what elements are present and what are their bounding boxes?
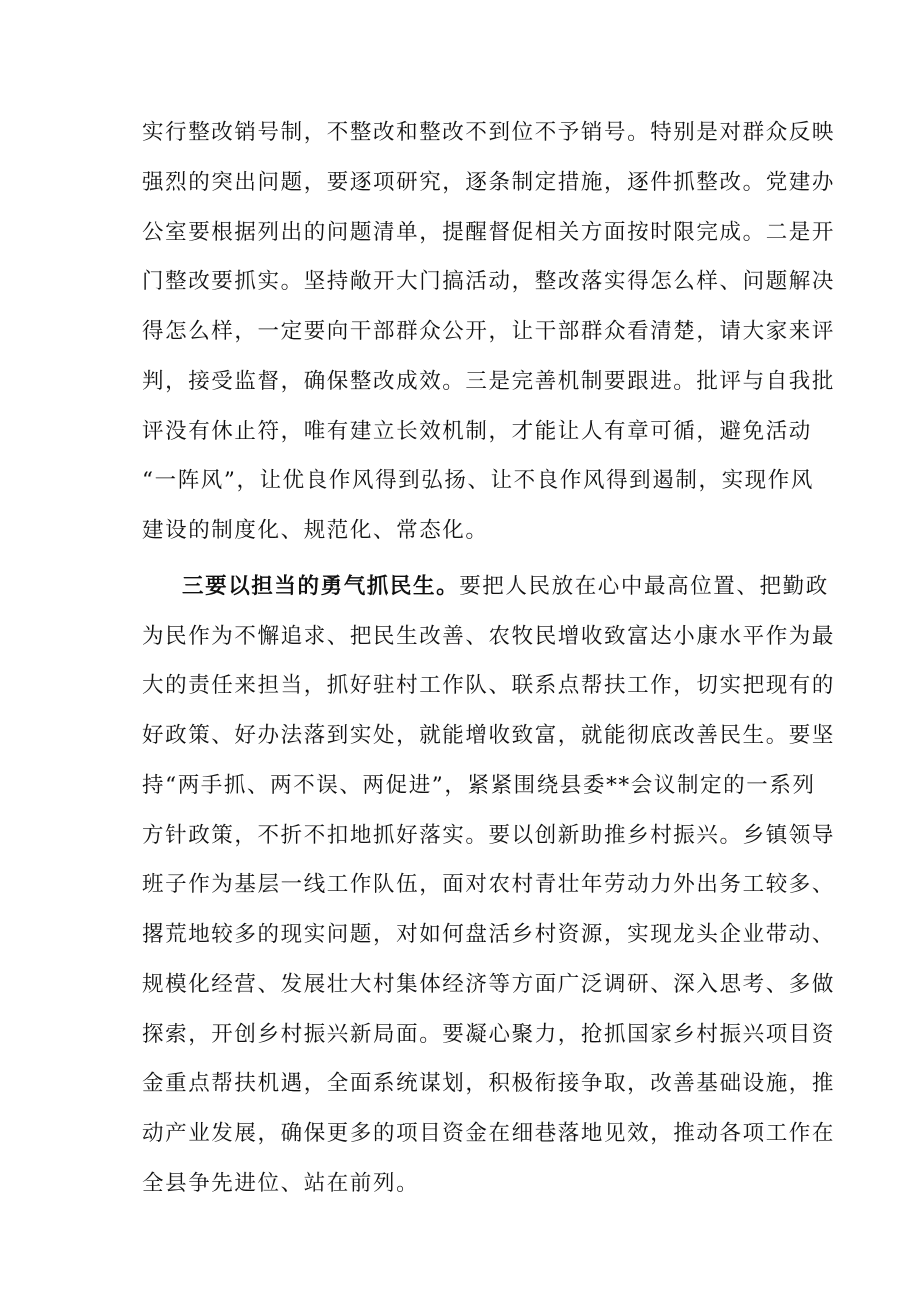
paragraph-1-line: 得怎么样，一定要向干部群众公开，让干部群众看清楚，请大家来评: [142, 319, 836, 344]
paragraph-2-line: 大的责任来担当，抓好驻村工作队、联系点帮扶工作，切实把现有的: [142, 673, 836, 698]
paragraph-2-first-line: [182, 562, 829, 612]
paragraph-1-line: 实行整改销号制，不整改和整改不到位不予销号。特别是对群众反映: [142, 120, 836, 145]
paragraph-1-line: 公室要根据列出的问题清单，提醒督促相关方面按时限完成。二是开: [142, 220, 836, 245]
paragraph-1-line: 评没有休止符，唯有建立长效机制，才能让人有章可循，避免活动: [142, 419, 812, 444]
paragraph-2-line: 班子作为基层一线工作队伍，面对农村青壮年劳动力外出务工较多、: [142, 872, 836, 897]
paragraph-2-line: 探索，开创乡村振兴新局面。要凝心聚力，抢抓国家乡村振兴项目资: [142, 1022, 836, 1047]
paragraph-1-line: 门整改要抓实。坚持敞开大门搞活动，整改落实得怎么样、问题解决: [142, 269, 836, 294]
paragraph-2-line: 方针政策，不折不扣地抓好落实。要以创新助推乡村振兴。乡镇领导: [142, 823, 836, 848]
paragraph-2-line: 动产业发展，确保更多的项目资金在细巷落地见效，推动各项工作在: [142, 1121, 836, 1146]
paragraph-2-line: 为民作为不懈追求、把民生改善、农牧民增收致富达小康水平作为最: [142, 624, 836, 649]
paragraph-1-line: 强烈的突出问题，要逐项研究，逐条制定措施，逐件抓整改。党建办: [142, 170, 836, 195]
paragraph-2-line: 金重点帮扶机遇，全面系统谋划，积极衔接争取，改善基础设施，推: [142, 1071, 836, 1096]
paragraph-2-line: 规模化经营、发展壮大村集体经济等方面广泛调研、深入思考、多做: [142, 972, 836, 997]
paragraph-2-line: 持“两手抓、两不误、两促进”，紧紧围绕县委**会议制定的一系列: [142, 773, 816, 798]
paragraph-2-line: 撂荒地较多的现实问题，对如何盘活乡村资源，实现龙头企业带动、: [142, 922, 836, 947]
paragraph-1-line: “一阵风”，让优良作风得到弘扬、让不良作风得到遏制，实现作风: [142, 468, 814, 493]
paragraph-2-first-line-text: 要把人民放在心中最高位置、把勤政: [459, 574, 829, 599]
paragraph-2-heading: 三要以担当的勇气抓民生。: [182, 574, 460, 599]
paragraph-2-line: 全县争先进位、站在前列。: [142, 1171, 420, 1196]
paragraph-2-line: 好政策、好办法落到实处，就能增收致富，就能彻底改善民生。要坚: [142, 723, 836, 748]
paragraph-1-line: 建设的制度化、规范化、常态化。: [142, 518, 489, 543]
paragraph-1-line: 判，接受监督，确保整改成效。三是完善机制要跟进。批评与自我批: [142, 369, 836, 394]
